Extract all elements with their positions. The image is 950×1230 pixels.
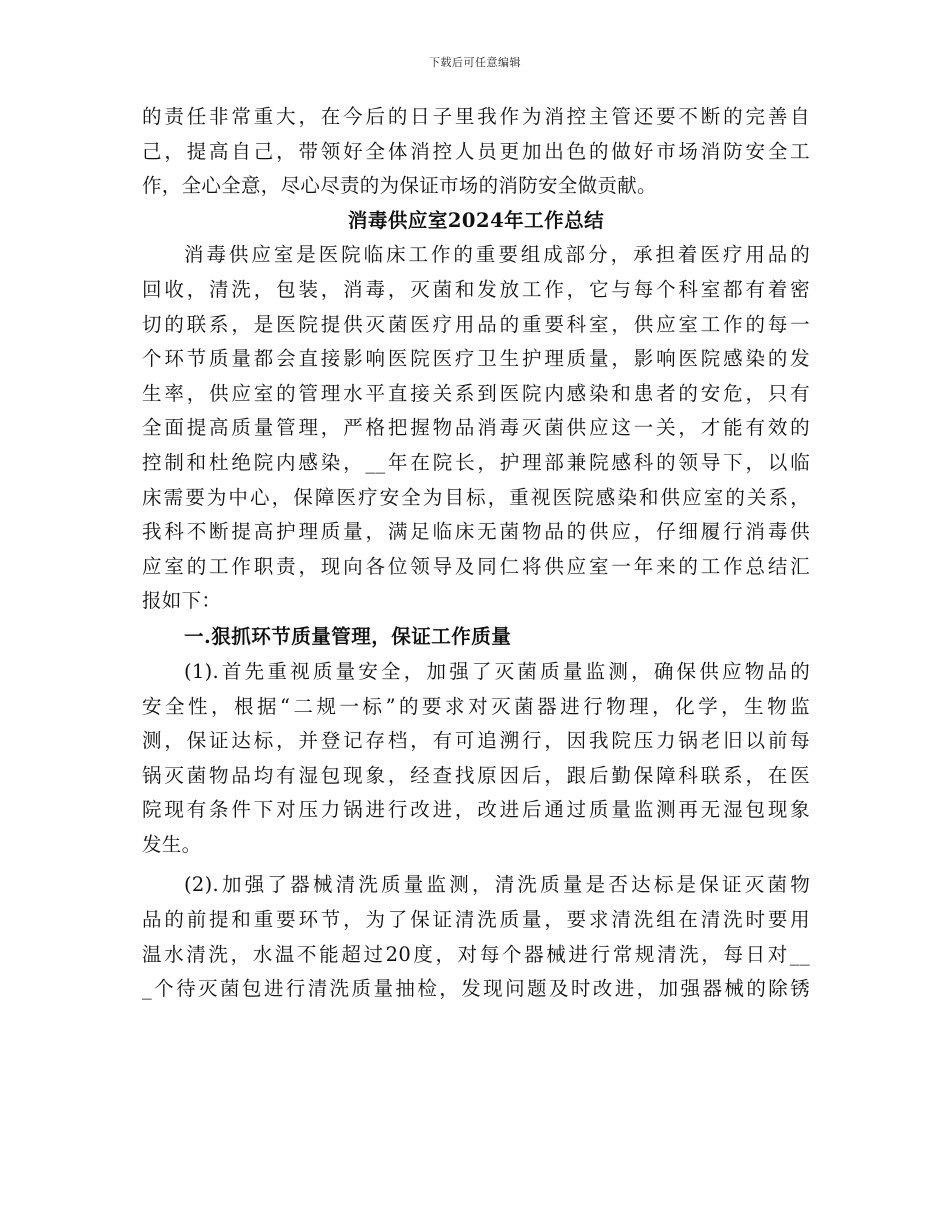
text-line: 锅灭菌物品均有湿包现象，经查找原因后，跟后勤保障科联系，在医 [142,763,810,787]
intro-paragraph [142,100,810,204]
section-heading: 一.狠抓环节质量管理，保证工作质量 [184,624,512,648]
text-line: 应室的工作职责，现向各位领导及同仁将供应室一年来的工作总结汇 [142,554,810,578]
paragraph-overview [142,238,810,619]
text-line: 切的联系，是医院提供灭菌医疗用品的重要科室，供应室工作的每一 [142,312,810,336]
text-line: _个待灭菌包进行清洗质量抽检，发现问题及时改进，加强器械的除锈 [142,977,810,1001]
text-line: 己，提高自己，带领好全体消控人员更加出色的做好市场消防安全工 [142,139,810,163]
text-line: 消毒供应室是医院临床工作的重要组成部分，承担着医疗用品的 [184,243,810,267]
text-line: 床需要为中心，保障医疗安全为目标，重视医院感染和供应室的关系， [142,485,810,509]
document-title: 消毒供应室2024年工作总结 [347,208,605,232]
text-line: 发生。 [142,832,202,856]
text-line: 个环节质量都会直接影响医院医疗卫生护理质量，影响医院感染的发 [142,347,810,371]
text-line: 院现有条件下对压力锅进行改进，改进后通过质量监测再无湿包现象 [142,798,810,822]
header-note: 下载后可任意编辑 [429,56,521,69]
text-line: 我科不断提高护理质量，满足临床无菌物品的供应，仔细履行消毒供 [142,520,810,544]
text-line: 温水清洗，水温不能超过20度，对每个器械进行常规清洗，每日对__ [142,942,810,966]
text-line: 生率，供应室的管理水平直接关系到医院内感染和患者的安危，只有 [142,381,810,405]
text-line: 作，全心全意，尽心尽责的为保证市场的消防安全做贡献。 [142,174,657,198]
text-line: 回收，清洗，包装，消毒，灭菌和发放工作，它与每个科室都有着密 [142,277,810,301]
text-line: 的责任非常重大，在今后的日子里我作为消控主管还要不断的完善自 [142,105,810,128]
text-line: 全面提高质量管理，严格把握物品消毒灭菌供应这一关，才能有效的 [142,416,810,440]
text-line: 品的前提和重要环节，为了保证清洗质量，要求清洗组在清洗时要用 [142,908,810,932]
document-body [142,100,810,1007]
text-line: 报如下： [142,589,222,613]
text-line: 安全性，根据“二规一标”的要求对灭菌器进行物理，化学，生物监 [142,694,810,718]
text-line: (1).首先重视质量安全，加强了灭菌质量监测，确保供应物品的 [184,659,810,683]
text-line: (2).加强了器械清洗质量监测，清洗质量是否达标是保证灭菌物 [184,873,810,897]
text-line: 控制和杜绝院内感染，__年在院长，护理部兼院感科的领导下，以临 [142,450,810,474]
paragraph-item-2 [142,868,810,1006]
paragraph-item-1 [142,655,810,863]
text-line: 测，保证达标，并登记存档，有可追溯行，因我院压力锅老旧以前每 [142,729,810,753]
